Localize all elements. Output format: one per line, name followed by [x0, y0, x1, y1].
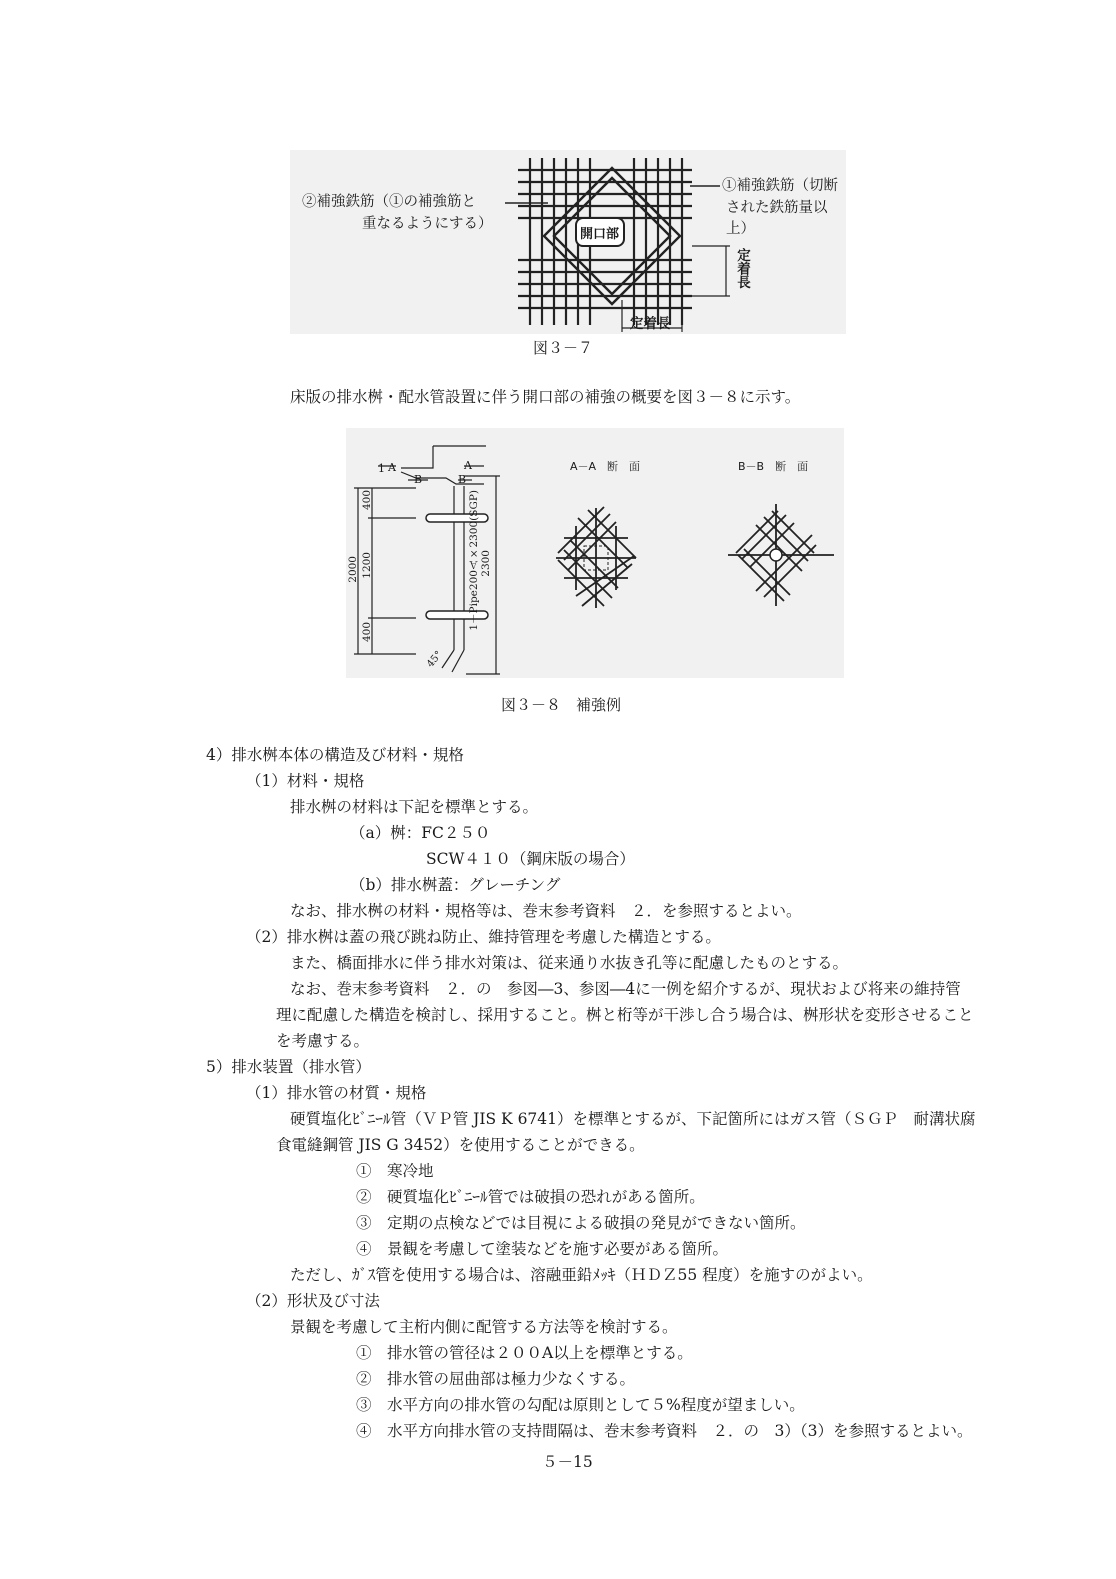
label-reinforcement-2-line1: ②補強鉄筋（①の補強筋と: [302, 194, 476, 210]
subheading-materials: （1）材料・規格: [246, 772, 365, 790]
subheading-shape: （2）形状及び寸法: [246, 1292, 380, 1310]
dim-2000: 2000: [347, 556, 359, 583]
angle-label: 45°: [424, 649, 445, 670]
list-item: ④ 水平方向排水管の支持間隔は、巻末参考資料 ２．の 3）（3）を参照するとよい。: [356, 1422, 973, 1440]
anchor-length-vertical-label: 定着長: [734, 248, 750, 289]
text-line: 排水桝の材料は下記を標準とする。: [290, 798, 539, 816]
figure-3-7: [290, 150, 846, 334]
label-reinforcement-2-line2: 重なるようにする）: [362, 216, 493, 232]
text-line: を考慮する。: [276, 1032, 370, 1050]
list-item: ④ 景観を考慮して塗装などを施す必要がある箇所。: [356, 1240, 729, 1258]
figure-3-8-caption: 図３－８ 補強例: [501, 696, 622, 714]
text-line: なお、巻末参考資料 ２．の 参図―3、参図―4に一例を紹介するが、現状および将来の維持管: [290, 980, 961, 998]
section-bb-title: B－B 断 面: [738, 460, 809, 473]
text-line: 理に配慮した構造を検討し、採用すること。桝と桁等が干渉し合う場合は、桝形状を変形させること: [276, 1006, 974, 1024]
list-item: ① 排水管の管径は２００A以上を標準とする。: [356, 1344, 693, 1362]
dim-1200: 1200: [361, 552, 373, 579]
section-heading-4: 4）排水桝本体の構造及び材料・規格: [206, 746, 464, 764]
anchor-length-horizontal-label: 定着長: [630, 316, 671, 332]
label-reinforcement-1-line2: された鉄筋量以上）: [726, 200, 828, 237]
list-item: ② 硬質塩化ﾋﾞﾆｰﾙ管では破損の恐れがある箇所。: [356, 1188, 705, 1206]
dim-400-top: 400: [361, 490, 373, 511]
section-mark-b-right: B: [458, 473, 467, 486]
list-item: ③ 水平方向の排水管の勾配は原則として５%程度が望ましい。: [356, 1396, 805, 1414]
section-aa-title: A－A 断 面: [570, 460, 641, 473]
section-mark-a-left: A: [388, 461, 396, 474]
text-line: なお、排水桝の材料・規格等は、巻末参考資料 ２．を参照するとよい。: [290, 902, 802, 920]
pipe-spec-label: 1－Pipe200Ａ×2300(SGP): [468, 490, 480, 631]
page-number: ５－15: [542, 1453, 593, 1471]
dim-2300: 2300: [480, 550, 492, 577]
subheading-structure: （2）排水桝は蓋の飛び跳ね防止、維持管理を考慮した構造とする。: [246, 928, 721, 946]
text-line: 食電縫鋼管 JIS G 3452）を使用することができる。: [276, 1136, 645, 1154]
text-line: SCW４１０（鋼床版の場合）: [426, 850, 635, 868]
section-mark-a-right: A: [464, 459, 472, 472]
text-line: （a）桝：FC２５０: [350, 824, 491, 842]
list-item: ③ 定期の点検などでは目視による破損の発見ができない箇所。: [356, 1214, 806, 1232]
figure-3-7-caption: 図３－７: [533, 339, 594, 357]
intro-paragraph: 床版の排水桝・配水管設置に伴う開口部の補強の概要を図３－８に示す。: [290, 388, 801, 406]
text-line: 景観を考慮して主桁内側に配管する方法等を検討する。: [290, 1318, 678, 1336]
list-item: ① 寒冷地: [356, 1162, 434, 1180]
section-mark-b-left: B: [414, 473, 423, 486]
text-line: （b）排水桝蓋：グレーチング: [350, 876, 561, 894]
section-heading-5: 5）排水装置（排水管）: [206, 1058, 371, 1076]
dim-400-bottom: 400: [361, 622, 373, 643]
text-line: 硬質塩化ﾋﾞﾆｰﾙ管（ＶＰ管 JIS K 6741）を標準とするが、下記箇所にはガス管（ＳＧＰ 耐溝状腐: [290, 1110, 976, 1128]
subheading-pipe-material: （1）排水管の材質・規格: [246, 1084, 427, 1102]
text-line: また、橋面排水に伴う排水対策は、従来通り水抜き孔等に配慮したものとする。: [290, 954, 849, 972]
text-line: ただし、ｶﾞｽ管を使用する場合は、溶融亜鉛ﾒｯｷ（ＨＤＺ55 程度）を施すのがよい。: [290, 1266, 873, 1284]
figure-3-8: [346, 428, 844, 678]
section-mark-1: 1: [378, 462, 385, 475]
label-reinforcement-1-line1: ①補強鉄筋（切断: [722, 178, 838, 194]
opening-label: 開口部: [580, 227, 620, 242]
list-item: ② 排水管の屈曲部は極力少なくする。: [356, 1370, 636, 1388]
